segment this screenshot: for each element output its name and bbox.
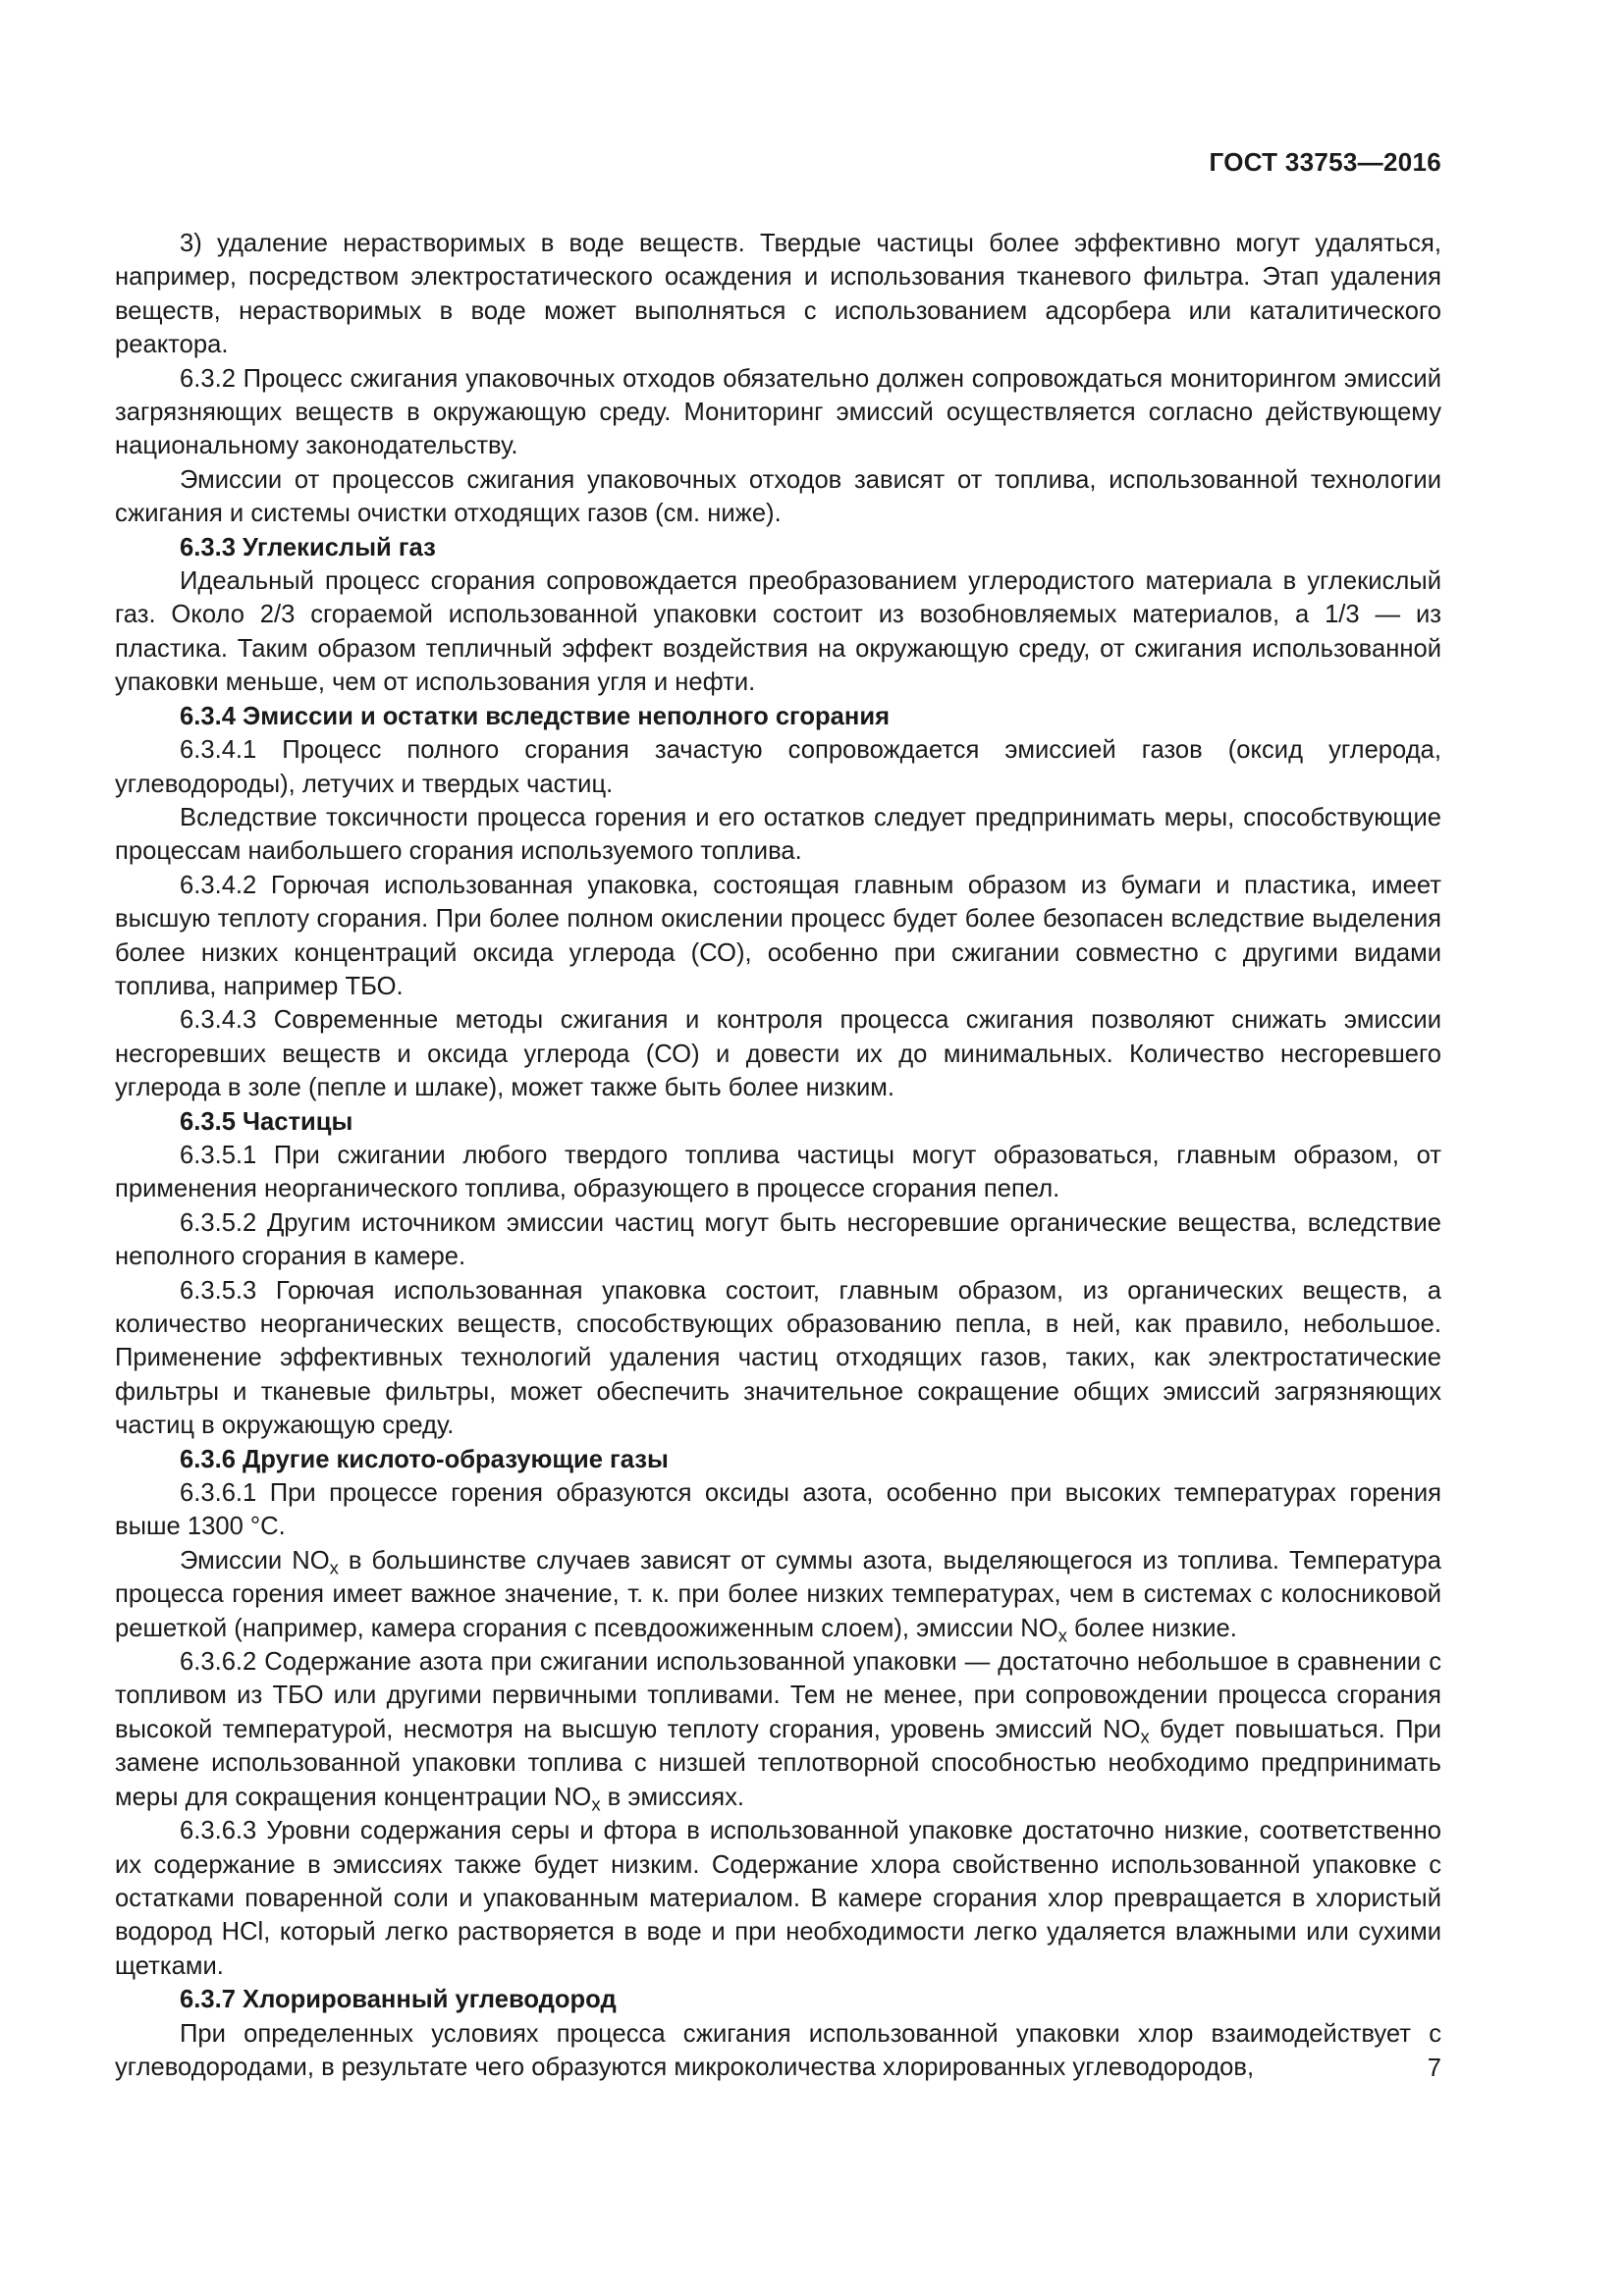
paragraph: 3) удаление нерастворимых в воде веществ. Твердые частицы более эффективно могут удаляться, например, посредством электростатического осаждения и использования тканевого фильтра. Этап удаления веществ, нерастворимых в воде может выполняться с использованием адсорбера или каталитического реактора. xyxy=(115,230,1441,359)
paragraph: 6.3.5.1 При сжигании любого твердого топлива частицы могут образоваться, главным образом, от применения неорганического топлива, образующего в процессе сгорания пепел. xyxy=(115,1141,1441,1203)
paragraph: 6.3.2 Процесс сжигания упаковочных отходов обязательно должен сопровождаться мониторингом эмиссий загрязняющих веществ в окружающую среду. Мониторинг эмиссий осуществляется согласно действующему национальному законодательству. xyxy=(115,364,1441,460)
text-run: будет повышаться. При замене использованной упаковки топлива с низшей теплотворной способностью необходимо предпринимать меры для сокращения концентрации NO xyxy=(115,1715,1441,1811)
text-run: в эмиссиях. xyxy=(600,1783,744,1811)
paragraph: Вследствие токсичности процесса горения и его остатков следует предпринимать меры, способствующие процессам наибольшего сгорания используемого топлива. xyxy=(115,803,1441,866)
subscript: x xyxy=(591,1793,601,1815)
section-heading: 6.3.6 Другие кислото-образующие газы xyxy=(180,1445,669,1473)
paragraph xyxy=(115,1544,1441,1645)
paragraph: 6.3.5.2 Другим источником эмиссии частиц могут быть несгоревшие органические вещества, вследствие неполного сгорания в камере. xyxy=(115,1208,1441,1271)
subscript: x xyxy=(1057,1625,1067,1646)
section-heading: 6.3.3 Углекислый газ xyxy=(180,533,436,561)
document-body xyxy=(115,227,1441,2084)
subscript: x xyxy=(329,1557,339,1578)
page-number: 7 xyxy=(1427,2055,1441,2082)
paragraph: При определенных условиях процесса сжигания использованной упаковки хлор взаимодействует с углеводородами, в результате чего образуются микроколичества хлорированных углеводородов, xyxy=(115,2019,1441,2081)
paragraph: 6.3.4.3 Современные методы сжигания и контроля процесса сжигания позволяют снижать эмиссии несгоревших веществ и оксида углерода (СО) и довести их до минимальных. Количество несгоревшего углерода в золе (пепле и шлаке), может также быть более низким. xyxy=(115,1006,1441,1102)
text-run: в большинстве случаев зависят от суммы азота, выделяющегося из топлива. Температура процесса горения имеет важное значение, т. к. при более низких температурах, чем в системах с колосниковой решеткой (например, камера сгорания с псевдоожиженным слоем), эмиссии NO xyxy=(115,1546,1441,1642)
paragraph: Эмиссии от процессов сжигания упаковочных отходов зависят от топлива, использованной технологии сжигания и системы очистки отходящих газов (см. ниже). xyxy=(115,465,1441,528)
paragraph: Идеальный процесс сгорания сопровождается преобразованием углеродистого материала в углекислый газ. Около 2/3 сгораемой использованной упаковки состоит из возобновляемых материалов, а 1/3 — из пластика. Таким образом тепличный эффект воздействия на окружающую среду, от сжигания использованной упаковки меньше, чем от использования угля и нефти. xyxy=(115,567,1441,697)
section-heading: 6.3.4 Эмиссии и остатки вследствие неполного сгорания xyxy=(180,702,891,730)
paragraph: 6.3.4.1 Процесс полного сгорания зачастую сопровождается эмиссией газов (оксид углерода, углеводороды), летучих и твердых частиц. xyxy=(115,736,1441,798)
paragraph: 6.3.5.3 Горючая использованная упаковка состоит, главным образом, из органических веществ, а количество неорганических веществ, способствующих образованию пепла, в ней, как правило, небольшое. Применение эффективных технологий удаления частиц отходящих газов, таких, как электростатические фильтры и тканевые фильтры, может обеспечить значительное сокращение общих эмиссий загрязняющих частиц в окружающую среду. xyxy=(115,1276,1441,1440)
section-heading: 6.3.5 Частицы xyxy=(180,1107,353,1136)
standard-header: ГОСТ 33753—2016 xyxy=(1209,147,1441,177)
text-run: 6.3.6.2 Содержание азота при сжигании использованной упаковки — достаточно небольшое в сравнении с топливом из ТБО или другими первичными топливами. Тем не менее, при сопровождении процесса сгорания высокой температурой, несмотря на высшую теплоту сгорания, уровень эмиссий NO xyxy=(115,1648,1441,1743)
paragraph: 6.3.6.3 Уровни содержания серы и фтора в использованной упаковке достаточно низкие, соответственно их содержание в эмиссиях также будет низким. Содержание хлора свойственно использованной упаковке с остатками поваренной соли и упакованным материалом. В камере сгорания хлор превращается в хлористый водород НСl, который легко растворяется в воде и при необходимости легко удаляется влажными или сухими щетками. xyxy=(115,1817,1441,1980)
subscript: x xyxy=(1140,1726,1150,1747)
paragraph: 6.3.6.1 При процессе горения образуются оксиды азота, особенно при высоких температурах горения выше 1300 °С. xyxy=(115,1479,1441,1541)
text-run: более низкие. xyxy=(1066,1614,1237,1642)
paragraph: 6.3.4.2 Горючая использованная упаковка, состоящая главным образом из бумаги и пластика, имеет высшую теплоту сгорания. При более полном окислении процесс будет более безопасен вследствие выделения более низких концентраций оксида углерода (СО), особенно при сжигании совместно с другими видами топлива, например ТБО. xyxy=(115,871,1441,1000)
text-run: Эмиссии NO xyxy=(180,1546,330,1575)
section-heading: 6.3.7 Хлорированный углеводород xyxy=(180,1986,617,2014)
paragraph xyxy=(115,1645,1441,1814)
